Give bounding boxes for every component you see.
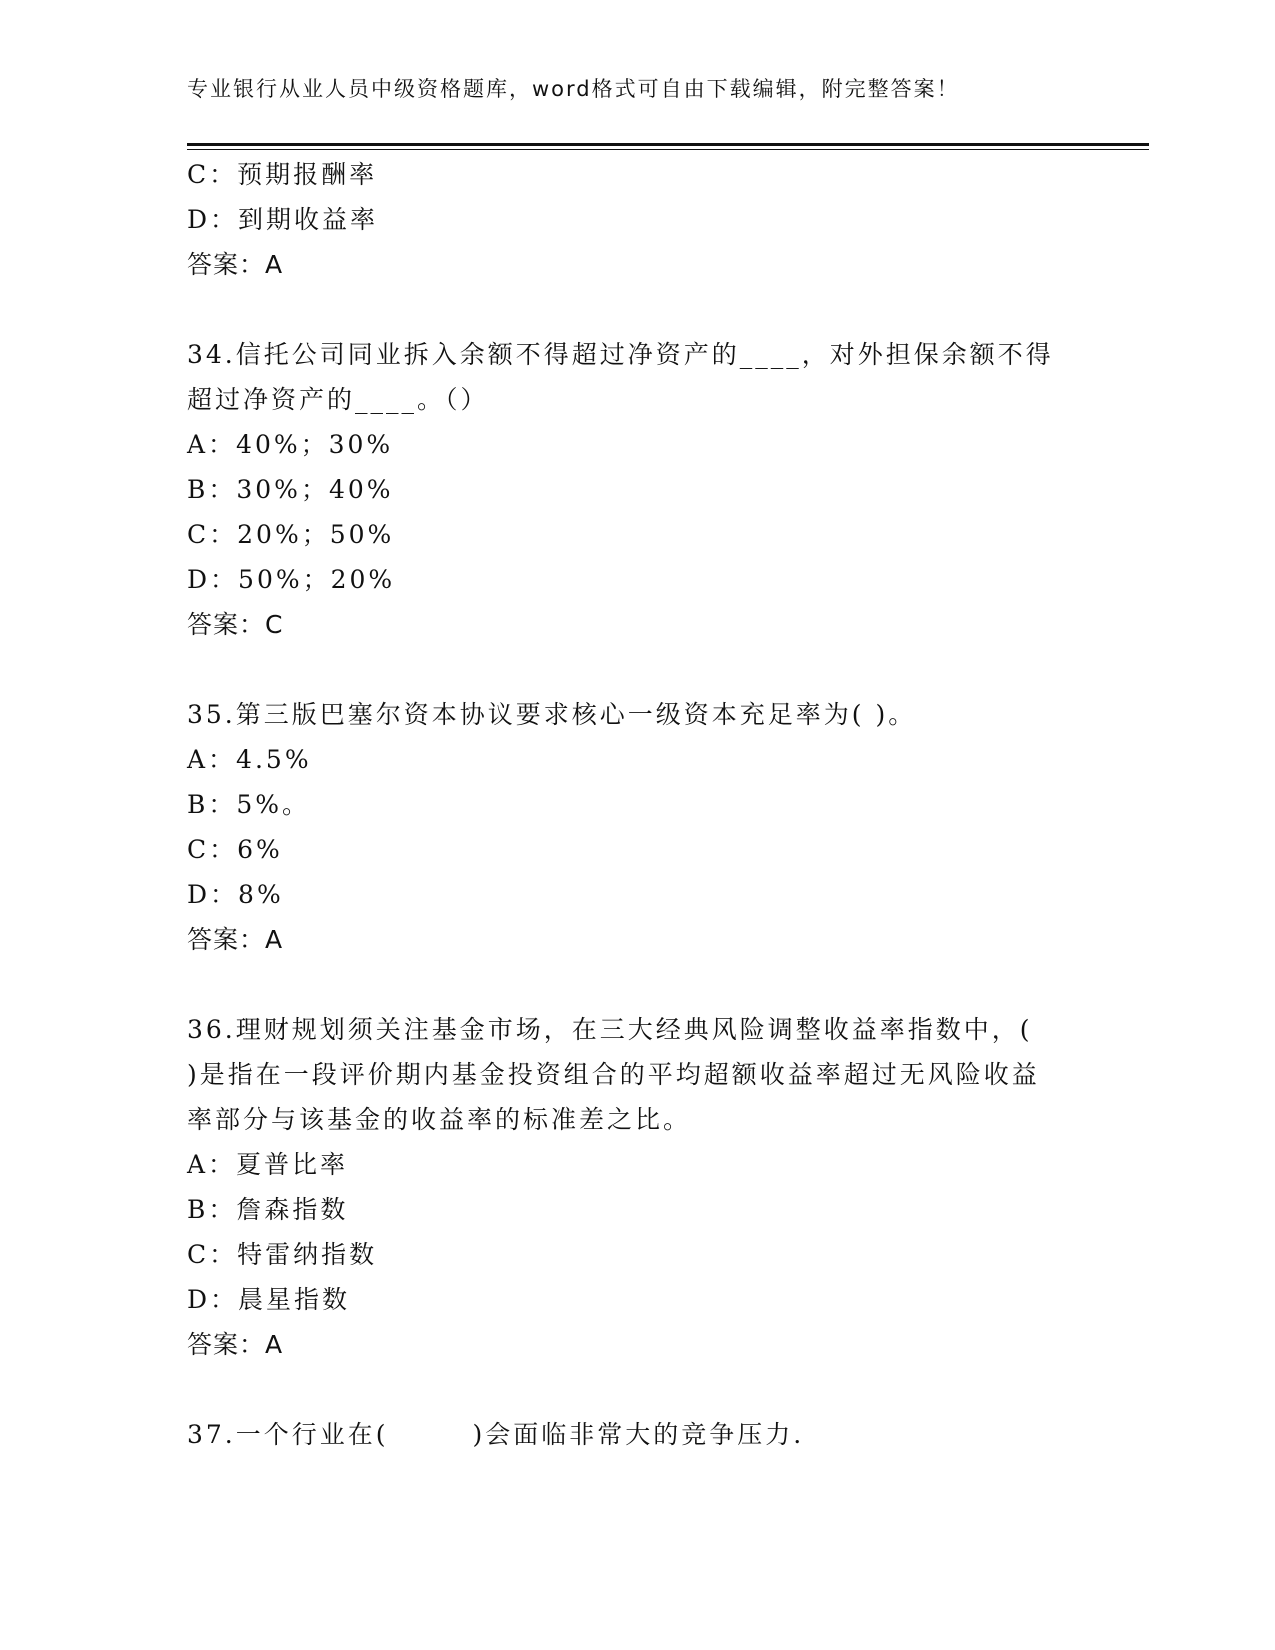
q36-stem-line3: 率部分与该基金的收益率的标准差之比。 bbox=[187, 1105, 692, 1134]
q36-option-d: D：晨星指数 bbox=[187, 1285, 351, 1314]
q36-option-c: C：特雷纳指数 bbox=[187, 1240, 378, 1269]
q34-stem-line2: 超过净资产的____。（） bbox=[187, 385, 489, 414]
q35-stem: 35.第三版巴塞尔资本协议要求核心一级资本充足率为( )。 bbox=[187, 700, 917, 729]
q35-option-b: B：5%。 bbox=[187, 790, 311, 819]
q33-option-d: D：到期收益率 bbox=[187, 205, 379, 234]
q34-stem-line1: 34.信托公司同业拆入余额不得超过净资产的____，对外担保余额不得 bbox=[187, 340, 1054, 369]
q33-answer: 答案：A bbox=[187, 250, 284, 279]
q34-option-d: D：50%；20% bbox=[187, 565, 396, 594]
q35-option-a: A：4.5% bbox=[187, 745, 312, 774]
header-rule bbox=[187, 143, 1149, 146]
q35-answer: 答案：A bbox=[187, 925, 284, 954]
q33-option-c: C：预期报酬率 bbox=[187, 160, 378, 189]
page-header: 专业银行从业人员中级资格题库，word格式可自由下载编辑，附完整答案！ bbox=[187, 77, 960, 101]
q35-option-d: D：8% bbox=[187, 880, 284, 909]
q36-stem-line2: )是指在一段评价期内基金投资组合的平均超额收益率超过无风险收益 bbox=[187, 1060, 1040, 1089]
q36-option-a: A：夏普比率 bbox=[187, 1150, 349, 1179]
q34-option-b: B：30%；40% bbox=[187, 475, 394, 504]
q34-option-a: A：40%；30% bbox=[187, 430, 394, 459]
q34-option-c: C：20%；50% bbox=[187, 520, 395, 549]
q37-stem: 37.一个行业在( )会面临非常大的竞争压力. bbox=[187, 1420, 805, 1449]
q36-answer: 答案：A bbox=[187, 1330, 284, 1359]
q36-stem-line1: 36.理财规划须关注基金市场，在三大经典风险调整收益率指数中，( bbox=[187, 1015, 1033, 1044]
q34-answer: 答案：C bbox=[187, 610, 284, 639]
q36-option-b: B：詹森指数 bbox=[187, 1195, 349, 1224]
q35-option-c: C：6% bbox=[187, 835, 283, 864]
